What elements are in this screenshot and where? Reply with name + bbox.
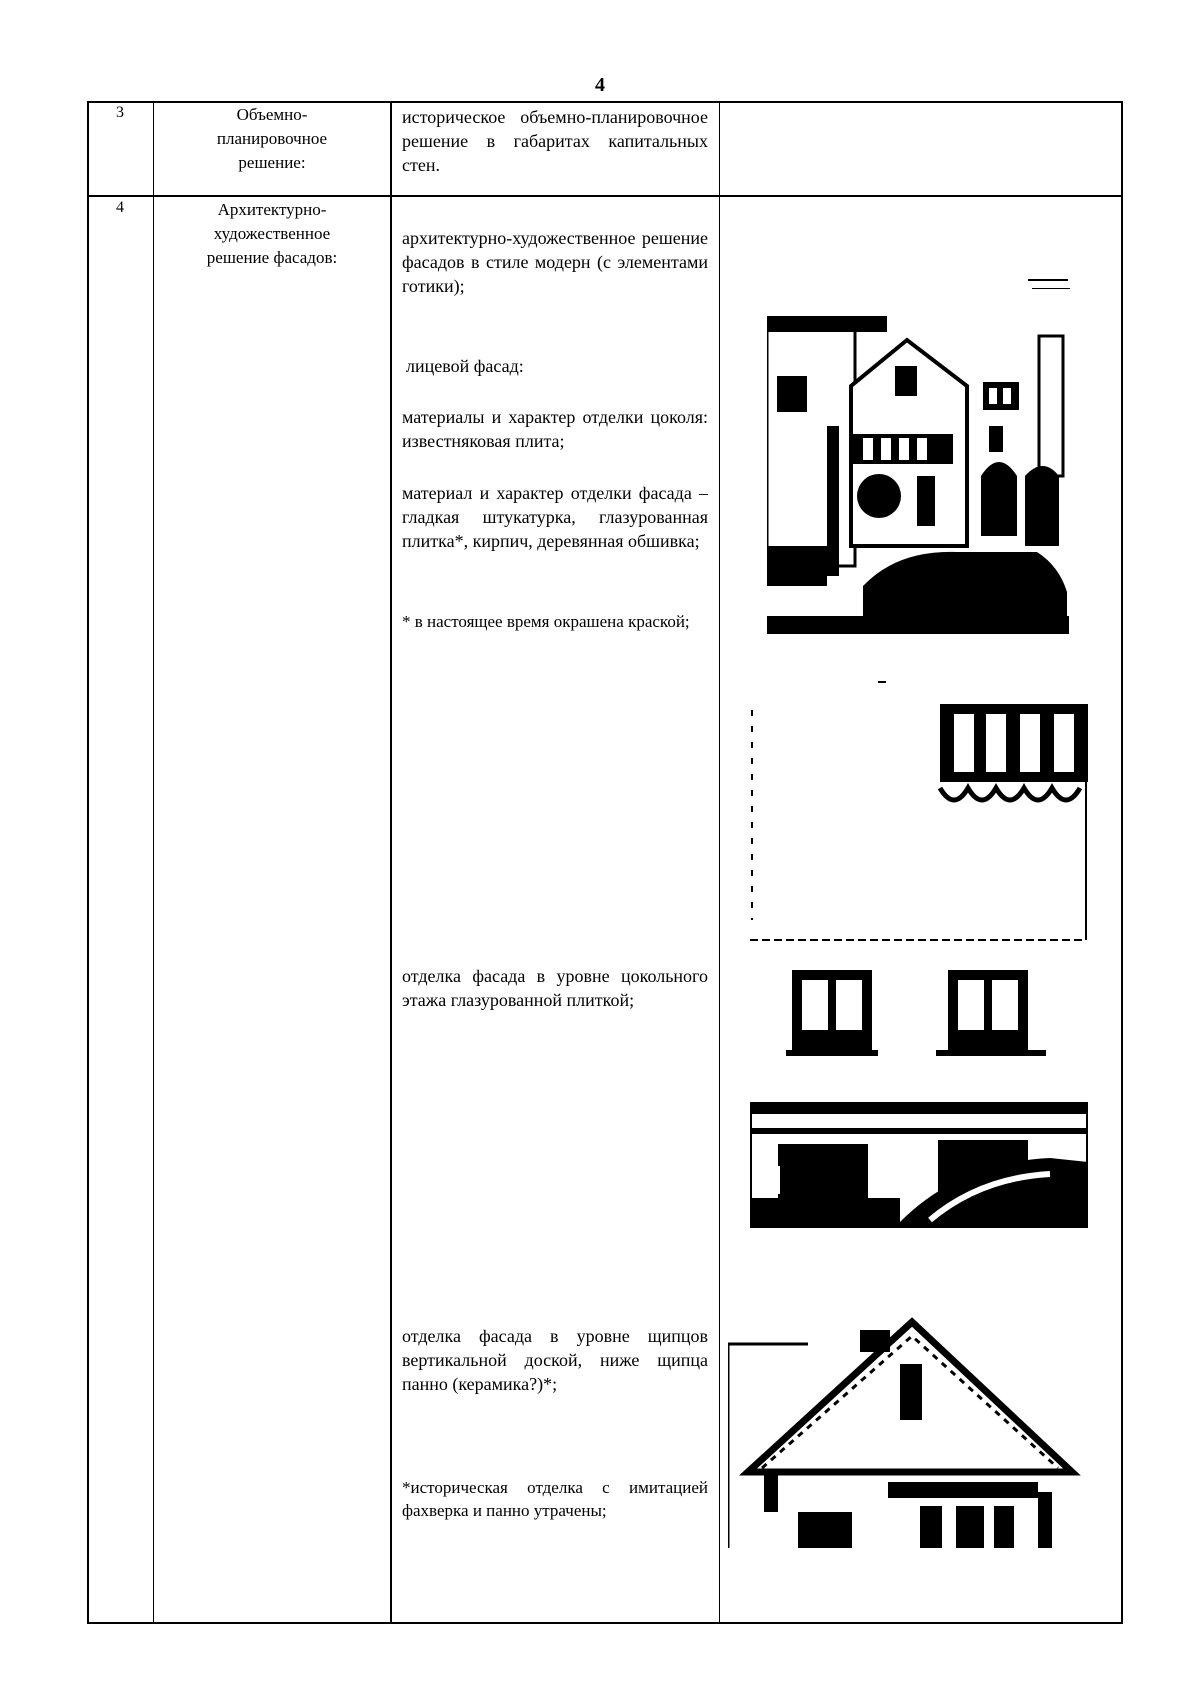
- row-divider: [87, 195, 1123, 197]
- scan-mark: [1028, 279, 1068, 281]
- description-block: лицевой фасад:: [406, 356, 524, 376]
- description-block: * в настоящее время окрашена краской;: [402, 612, 690, 631]
- table-right-border: [1121, 101, 1123, 1624]
- row-name: Объемно-планировочное решение:: [216, 105, 328, 172]
- table-left-border: [87, 101, 89, 1624]
- column-divider-2: [390, 101, 392, 1624]
- description-block: материал и характер отделки фасада – гладкая штукатурка, глазурованная плитка*, кирпич, деревянная обшивка;: [402, 483, 708, 551]
- description-block: отделка фасада в уровне цокольного этажа глазурованной плиткой;: [402, 966, 708, 1010]
- description-block: архитектурно-художественное решение фасадов в стиле модерн (с элементами готики);: [402, 228, 708, 296]
- description-block: отделка фасада в уровне щипцов вертикальной доской, ниже щипца панно (керамика?)*;: [402, 1326, 708, 1394]
- window-detail-photo: [750, 680, 1090, 942]
- row-name: Архитектурно-художественное решение фасадов:: [206, 200, 338, 267]
- description-block: материалы и характер отделки цоколя: известняковая плита;: [402, 407, 708, 451]
- gable-photo: [728, 1316, 1088, 1548]
- page-number: 4: [595, 74, 605, 96]
- row-number: 3: [116, 104, 124, 121]
- street-view-photo: [750, 1102, 1088, 1228]
- row-description: историческое объемно-планировочное решение в габаритах капитальных стен.: [402, 107, 708, 175]
- description-block: *историческая отделка с имитацией фахверка и панно утрачены;: [402, 1478, 708, 1520]
- row-number: 4: [116, 199, 124, 216]
- table-bottom-border: [87, 1622, 1123, 1624]
- column-divider-1: [153, 101, 154, 1624]
- column-divider-3: [719, 101, 720, 1624]
- facade-photo: [767, 316, 1069, 634]
- scan-mark: [1032, 288, 1070, 289]
- ground-floor-windows-photo: [786, 966, 1056, 1058]
